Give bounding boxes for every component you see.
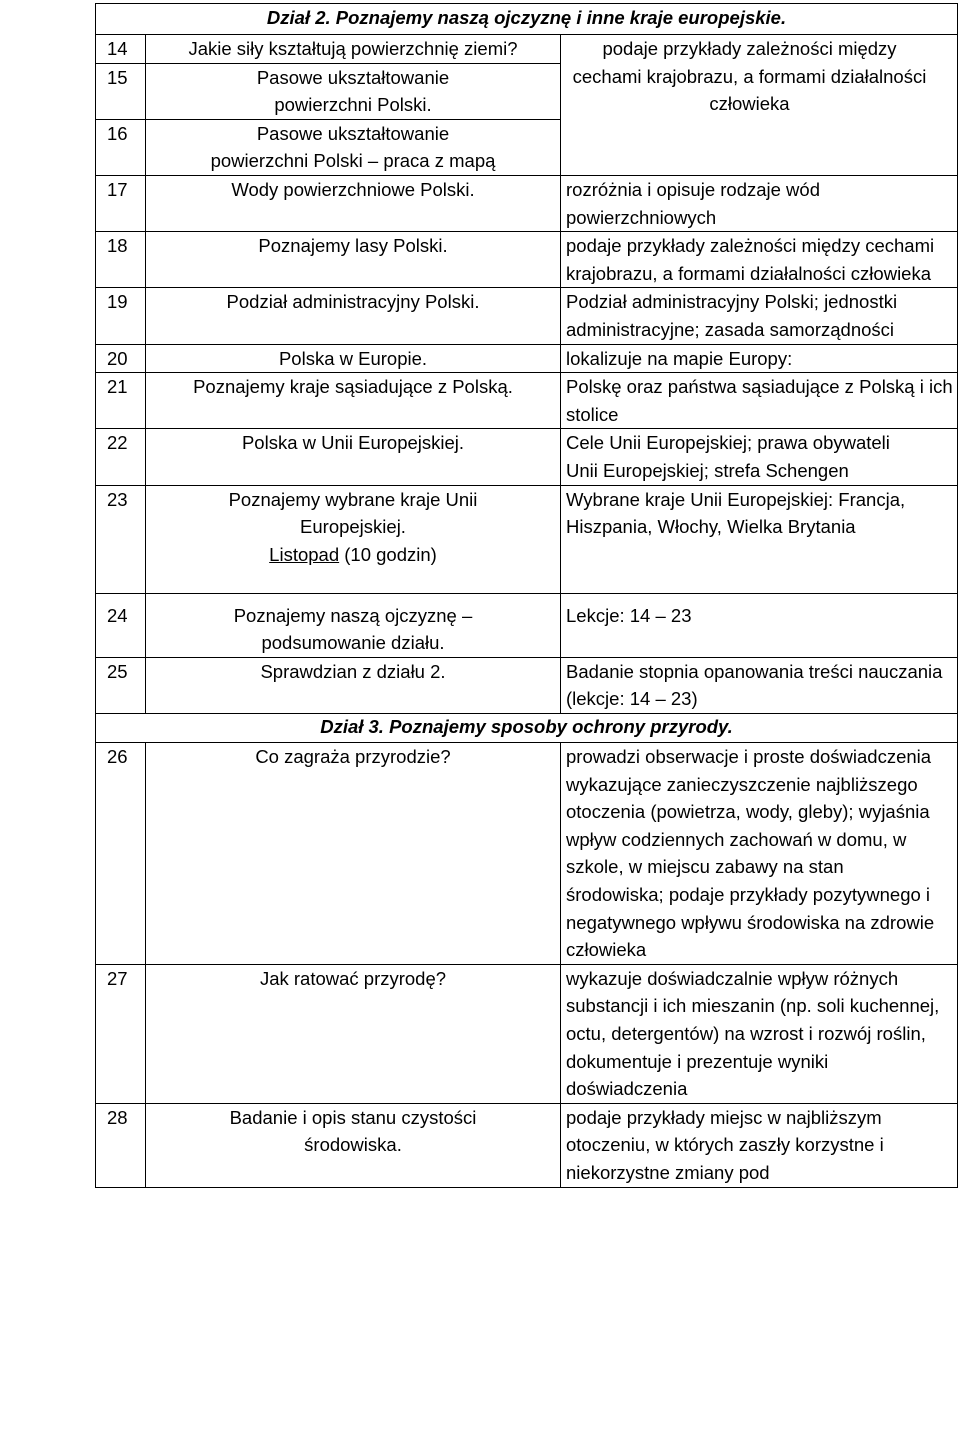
lesson-topic: Jak ratować przyrodę? xyxy=(146,964,561,1103)
lesson-requirements: podaje przykłady zależności między cechami krajobrazu, a formami działalności człowieka xyxy=(561,232,958,288)
lesson-topic: Poznajemy lasy Polski. xyxy=(146,232,561,288)
lesson-topic-text: Poznajemy wybrane kraje Unii Europejskiej. xyxy=(228,488,478,538)
lesson-topic: Podział administracyjny Polski. xyxy=(146,288,561,344)
lesson-number: 18 xyxy=(96,232,146,288)
lesson-topic: Poznajemy naszą ojczyznę – podsumowanie działu. xyxy=(146,593,561,657)
lesson-topic: Pasowe ukształtowanie powierzchni Polski – praca z mapą xyxy=(146,119,561,175)
lesson-number: 28 xyxy=(96,1103,146,1187)
lesson-number: 25 xyxy=(96,657,146,713)
lesson-requirements: rozróżnia i opisuje rodzaje wód powierzchniowych xyxy=(561,175,958,231)
table-row xyxy=(96,175,958,231)
month-name: Listopad xyxy=(269,543,340,565)
lesson-number: 22 xyxy=(96,429,146,485)
table-row xyxy=(96,593,958,657)
lesson-requirements: wykazuje doświadczalnie wpływ różnych substancji i ich mieszanin (np. soli kuchennej, octu, detergentów) na wzrost i rozwój roślin, dokumentuje i prezentuje wyniki doświadczenia xyxy=(561,964,958,1103)
lesson-number: 20 xyxy=(96,344,146,373)
lesson-requirements: prowadzi obserwacje i proste doświadczenia wykazujące zanieczyszczenie najbliższego otoczenia (powietrza, wody, gleby); wyjaśnia wpływ codziennych zachowań w domu, w szkole, w miejscu zabawy na stan środowiska; podaje przykłady pozytywnego i negatywnego wpływu środowiska na zdrowie człowieka xyxy=(561,743,958,965)
lesson-requirements: Wybrane kraje Unii Europejskiej: Francja, Hiszpania, Włochy, Wielka Brytania xyxy=(561,485,958,541)
section-heading: Dział 2. Poznajemy naszą ojczyznę i inne kraje europejskie. xyxy=(96,4,958,35)
table-row xyxy=(96,232,958,288)
lesson-number: 26 xyxy=(96,743,146,965)
lesson-topic xyxy=(146,485,561,541)
lesson-topic: Badanie i opis stanu czystości środowiska. xyxy=(146,1103,561,1187)
lesson-topic: Polska w Unii Europejskiej. xyxy=(146,429,561,485)
month-heading xyxy=(146,541,561,594)
lesson-topic: Poznajemy kraje sąsiadujące z Polską. xyxy=(146,373,561,429)
table-row xyxy=(96,344,958,373)
lesson-number: 14 xyxy=(96,35,146,64)
lesson-requirements: Podział administracyjny Polski; jednostki administracyjne; zasada samorządności xyxy=(561,288,958,344)
lesson-requirements: Lekcje: 14 – 23 xyxy=(561,593,958,657)
table-row xyxy=(96,288,958,344)
table-row xyxy=(96,657,958,713)
lesson-plan-table xyxy=(95,3,958,1188)
lesson-requirements: Badanie stopnia opanowania treści nauczania (lekcje: 14 – 23) xyxy=(561,657,958,713)
lesson-number: 17 xyxy=(96,175,146,231)
month-hours: (10 godzin) xyxy=(339,543,437,565)
table-row xyxy=(96,743,958,965)
table-row xyxy=(96,1103,958,1187)
lesson-topic: Wody powierzchniowe Polski. xyxy=(146,175,561,231)
table-row xyxy=(96,964,958,1103)
section-heading: Dział 3. Poznajemy sposoby ochrony przyrody. xyxy=(96,714,958,743)
lesson-topic: Jakie siły kształtują powierzchnię ziemi? xyxy=(146,35,561,64)
table-row xyxy=(96,35,958,64)
lesson-topic: Pasowe ukształtowanie powierzchni Polski. xyxy=(146,63,561,119)
lesson-requirements: podaje przykłady zależności między cechami krajobrazu, a formami działalności człowieka xyxy=(561,35,958,176)
lesson-number: 21 xyxy=(96,373,146,429)
lesson-number: 24 xyxy=(96,593,146,657)
table-row xyxy=(96,485,958,541)
lesson-topic: Polska w Europie. xyxy=(146,344,561,373)
lesson-requirements: Polskę oraz państwa sąsiadujące z Polską i ich stolice xyxy=(561,373,958,429)
lesson-number: 19 xyxy=(96,288,146,344)
table-row xyxy=(96,429,958,485)
lesson-requirements: Cele Unii Europejskiej; prawa obywateli Unii Europejskiej; strefa Schengen xyxy=(561,429,958,485)
month-row xyxy=(96,541,958,594)
lesson-number: 27 xyxy=(96,964,146,1103)
lesson-number: 15 xyxy=(96,63,146,119)
lesson-requirements: lokalizuje na mapie Europy: xyxy=(561,344,958,373)
table-row xyxy=(96,373,958,429)
lesson-topic: Sprawdzian z działu 2. xyxy=(146,657,561,713)
lesson-requirements: podaje przykłady miejsc w najbliższym otoczeniu, w których zaszły korzystne i niekorzystne zmiany pod xyxy=(561,1103,958,1187)
lesson-number: 23 xyxy=(96,485,146,541)
lesson-topic: Co zagraża przyrodzie? xyxy=(146,743,561,965)
lesson-number: 16 xyxy=(96,119,146,175)
